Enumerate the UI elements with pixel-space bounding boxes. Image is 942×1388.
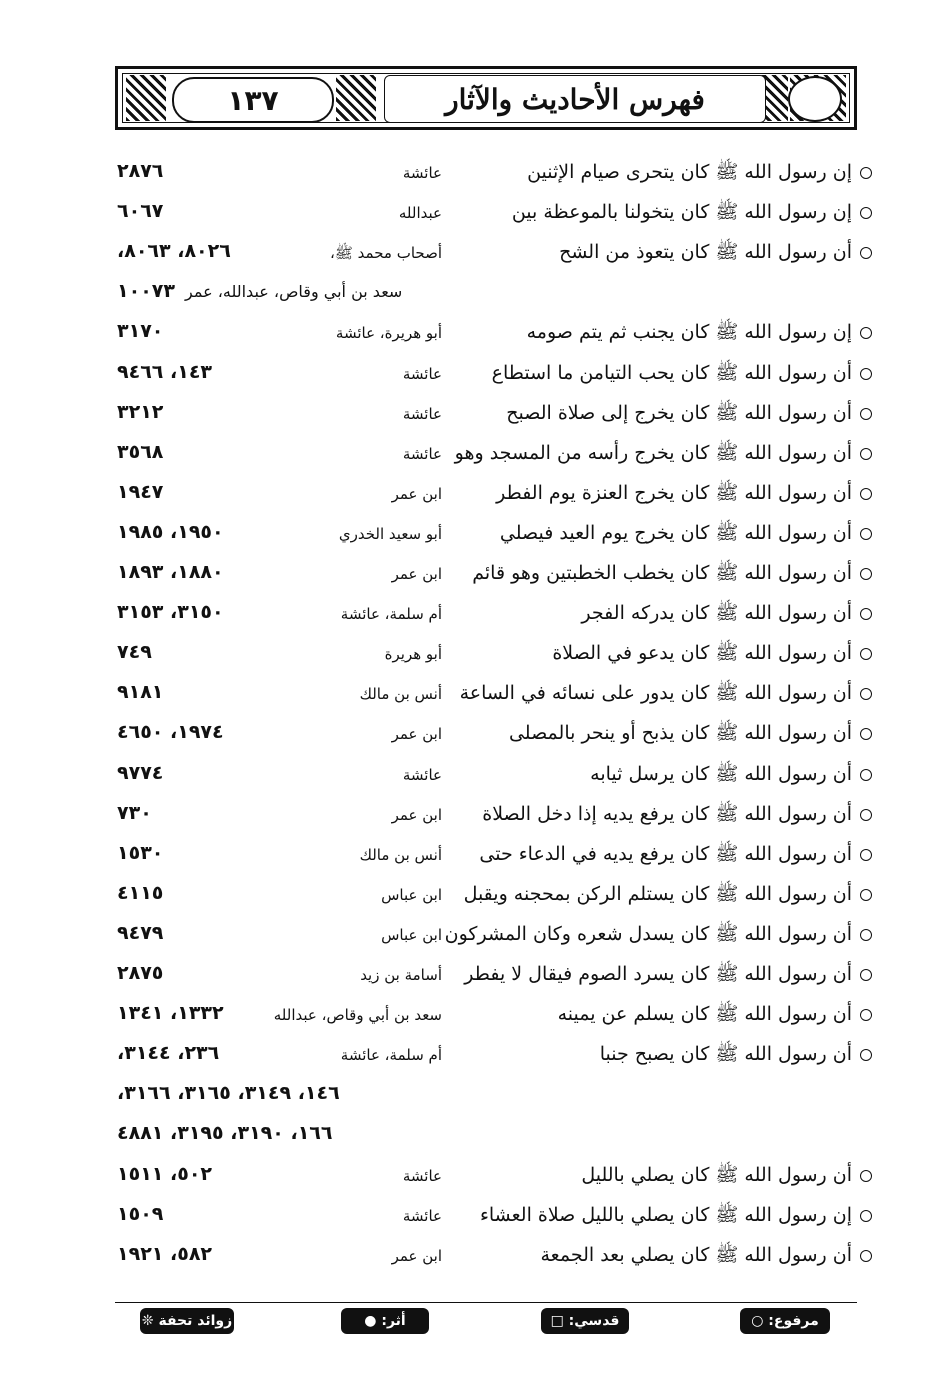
page-number: ١٣٧ — [172, 77, 334, 123]
legend-qudsi: قدسي: □ — [541, 1308, 629, 1334]
hadith-text-label: أن رسول الله ﷺ كان يخرج العنزة يوم الفطر — [496, 481, 852, 504]
hadith-numbers: ٥٠٢، ١٥١١ — [117, 1162, 213, 1185]
narrator: أم سلمة، عائشة — [340, 1046, 442, 1065]
hadith-numbers: ٨٠٢٦، ٨٠٦٣، — [117, 240, 231, 263]
hadith-text — [600, 1042, 872, 1070]
hadith-text — [472, 561, 872, 589]
hadith-numbers: ٤١١٥ — [117, 881, 164, 904]
narrator: ابن عمر — [391, 484, 442, 503]
hadith-text — [445, 922, 872, 950]
hadith-text-label: أن رسول الله ﷺ كان يستلم الركن بمحجنه ويقبل — [463, 882, 852, 905]
hadith-numbers: ٥٨٢، ١٩٢١ — [117, 1242, 213, 1265]
marfu-bullet-icon — [860, 488, 872, 500]
index-row — [0, 601, 942, 641]
index-row — [0, 802, 942, 842]
hadith-text-label: أن رسول الله ﷺ كان يدور على نسائه في الساعة — [459, 682, 852, 705]
hadith-text-label: أن رسول الله ﷺ كان يحب التيامن ما استطاع — [491, 361, 852, 384]
hadith-text — [500, 521, 872, 549]
legend-athar: أثر: ● — [341, 1308, 429, 1334]
narrator: ابن عباس — [381, 925, 442, 944]
hadith-text — [541, 1243, 873, 1271]
hadith-text — [482, 802, 872, 830]
narrator: أنس بن مالك — [359, 845, 442, 864]
index-row — [0, 641, 942, 681]
index-row — [0, 200, 942, 240]
narrator: عائشة — [402, 1206, 442, 1225]
hadith-text — [509, 721, 872, 749]
hadith-numbers: ١٠٠٧٣ — [117, 280, 175, 303]
index-row — [0, 842, 942, 882]
index-row — [0, 481, 942, 521]
hadith-text-label: أن رسول الله ﷺ كان يسرد الصوم فيقال لا يفطر — [464, 963, 852, 985]
hadith-numbers: ٣٥٦٨ — [117, 440, 164, 463]
hadith-numbers: ١٣٣٢، ١٣٤١ — [117, 1002, 224, 1025]
hadith-text — [581, 1163, 872, 1191]
hadith-text-label: أن رسول الله ﷺ كان يتعوذ من الشح — [559, 241, 852, 264]
marfu-bullet-icon — [860, 1049, 872, 1061]
narrator: أبو سعيد الخدري — [338, 524, 442, 543]
marfu-bullet-icon — [860, 849, 872, 861]
index-row — [0, 1203, 942, 1243]
page-title: فهرس الأحاديث والآثار — [384, 75, 766, 123]
hadith-numbers: ٢٨٧٦ — [117, 160, 164, 182]
index-row — [0, 441, 942, 481]
hadith-text-label: أن رسول الله ﷺ كان يرفع يديه إذا دخل الصلاة — [482, 802, 852, 825]
narrator: سعد بن أبي وقاص، عبدالله — [273, 1006, 442, 1025]
marfu-bullet-icon — [860, 408, 872, 420]
marfu-bullet-icon — [860, 1009, 872, 1021]
hadith-text — [460, 681, 872, 709]
index-row — [0, 721, 942, 761]
marfu-bullet-icon — [860, 368, 872, 380]
index-row — [0, 1163, 942, 1203]
narrator: عائشة — [402, 164, 442, 182]
hadith-text — [496, 481, 872, 509]
index-row — [0, 962, 942, 1002]
hadith-numbers: ٧٤٩ — [117, 641, 152, 664]
marfu-bullet-icon — [860, 889, 872, 901]
marfu-bullet-icon — [860, 1210, 872, 1222]
hadith-numbers: ١٥٣٠ — [117, 841, 164, 864]
narrator: أصحاب محمد ﷺ، — [329, 244, 442, 263]
hadith-text-label: أن رسول الله ﷺ كان يخرج يوم العيد فيصلي — [499, 521, 852, 544]
hadith-text-label: أن رسول الله ﷺ كان يخطب الخطبتين وهو قائم — [472, 562, 852, 584]
continuation-line — [117, 1082, 350, 1104]
continuation-line — [117, 1122, 343, 1144]
index-row — [0, 320, 942, 360]
marfu-bullet-icon — [860, 969, 872, 981]
hadith-text-label: أن رسول الله ﷺ كان يصلي بعد الجمعة — [540, 1243, 852, 1266]
hadith-text — [552, 641, 872, 669]
hadith-text — [559, 240, 872, 268]
continuation-line — [117, 280, 402, 302]
index-row — [0, 160, 942, 200]
marfu-bullet-icon — [860, 929, 872, 941]
hadith-numbers: ١٨٨٠، ١٨٩٣ — [117, 561, 224, 583]
hadith-numbers: ١٤٦، ٣١٤٩، ٣١٦٥، ٣١٦٦، — [117, 1082, 340, 1105]
hadith-text-label: أن رسول الله ﷺ كان يذبح أو ينحر بالمصلى — [508, 722, 852, 745]
index-continuation-row — [0, 1122, 942, 1162]
index-row — [0, 361, 942, 401]
narrator: سعد بن أبي وقاص، عبدالله، عمر — [184, 282, 403, 302]
hadith-text — [558, 1002, 872, 1030]
hadith-text — [479, 842, 872, 870]
footer-divider — [115, 1302, 857, 1303]
narrator: أم سلمة، عائشة — [340, 605, 442, 624]
index-row — [0, 401, 942, 441]
hadith-text — [506, 401, 872, 429]
marfu-bullet-icon — [860, 1250, 872, 1262]
narrator: عبدالله — [398, 204, 442, 223]
hadith-text — [527, 160, 872, 188]
narrator: أبو هريرة — [384, 645, 442, 664]
hadith-text-label: أن رسول الله ﷺ كان يدركه الفجر — [581, 602, 852, 625]
legend-zawaid: زوائد تحفة ❊ — [140, 1308, 234, 1334]
hadith-text — [581, 601, 872, 629]
index-row — [0, 882, 942, 922]
hadith-text-label: أن رسول الله ﷺ كان يصلي بالليل — [581, 1163, 852, 1186]
hadith-text-label: إن رسول الله ﷺ كان يتخولنا بالموعظة بين — [511, 201, 852, 224]
narrator: عائشة — [402, 765, 442, 784]
narrator: عائشة — [402, 444, 442, 463]
narrator: أنس بن مالك — [359, 685, 442, 704]
hadith-text — [512, 200, 872, 228]
hadith-text — [455, 441, 872, 469]
hadith-text-label: أن رسول الله ﷺ كان يسدل شعره وكان المشركون — [444, 922, 852, 945]
narrator: أسامة بن زيد — [360, 966, 442, 984]
hadith-text-label: إن رسول الله ﷺ كان يصلي بالليل صلاة العشاء — [479, 1203, 852, 1226]
hadith-numbers: ٣٢١٢ — [117, 400, 164, 423]
marfu-bullet-icon — [860, 167, 872, 179]
narrator: ابن عمر — [391, 725, 442, 744]
hadith-text — [464, 962, 872, 990]
narrator: عائشة — [402, 1166, 442, 1185]
marfu-bullet-icon — [860, 608, 872, 620]
page-header — [115, 66, 857, 130]
index-row — [0, 762, 942, 802]
index-continuation-row — [0, 1082, 942, 1122]
narrator: ابن عمر — [391, 1246, 442, 1265]
hadith-text — [492, 361, 872, 389]
index-row — [0, 922, 942, 962]
index-row — [0, 521, 942, 561]
hadith-numbers: ١٥٠٩ — [117, 1202, 164, 1225]
marfu-bullet-icon — [860, 568, 872, 580]
hadith-text — [480, 1203, 872, 1231]
index-row — [0, 1243, 942, 1283]
hadith-numbers: ١٩٤٧ — [117, 480, 164, 503]
narrator: أبو هريرة، عائشة — [335, 324, 442, 343]
hadith-numbers: ١٩٧٤، ٤٦٥٠ — [117, 721, 224, 744]
marfu-bullet-icon — [860, 247, 872, 259]
book-logo — [788, 76, 842, 122]
legend-marfu: مرفوع: ○ — [740, 1308, 830, 1334]
marfu-bullet-icon — [860, 688, 872, 700]
narrator: ابن عباس — [381, 885, 442, 904]
hadith-text-label: إن رسول الله ﷺ كان يتحرى صيام الإثنين — [527, 161, 852, 183]
hadith-numbers: ٩٤٧٩ — [117, 921, 164, 944]
marfu-bullet-icon — [860, 1170, 872, 1182]
hadith-numbers: ٣١٧٠ — [117, 320, 164, 343]
marfu-bullet-icon — [860, 648, 872, 660]
hadith-numbers: ١٩٥٠، ١٩٨٥ — [117, 520, 224, 543]
hadith-text-label: إن رسول الله ﷺ كان يجنب ثم يتم صومه — [526, 321, 852, 344]
narrator: ابن عمر — [391, 565, 442, 583]
marfu-bullet-icon — [860, 728, 872, 740]
hadith-numbers: ٧٣٠ — [117, 801, 152, 824]
hadith-numbers: ٦٠٦٧ — [117, 200, 164, 223]
hadith-text — [464, 882, 872, 910]
hadith-text-label: أن رسول الله ﷺ كان يخرج رأسه من المسجد وهو — [454, 441, 852, 464]
index-row — [0, 240, 942, 280]
hadith-text — [590, 762, 872, 790]
narrator: ابن عمر — [391, 805, 442, 824]
marfu-bullet-icon — [860, 448, 872, 460]
marfu-bullet-icon — [860, 327, 872, 339]
index-row — [0, 561, 942, 601]
hadith-numbers: ٩١٨١ — [117, 681, 164, 704]
ornament-pattern — [126, 75, 166, 121]
hadith-numbers: ١٤٣، ٩٤٦٦ — [117, 360, 213, 383]
marfu-bullet-icon — [860, 809, 872, 821]
index-row — [0, 1042, 942, 1082]
hadith-numbers: ٩٧٧٤ — [117, 761, 164, 784]
hadith-text-label: أن رسول الله ﷺ كان يصبح جنبا — [599, 1043, 852, 1066]
hadith-text-label: أن رسول الله ﷺ كان يدعو في الصلاة — [552, 642, 852, 665]
hadith-text-label: أن رسول الله ﷺ كان يخرج إلى صلاة الصبح — [506, 401, 852, 424]
hadith-numbers: ١٦٦، ٣١٩٠، ٣١٩٥، ٤٨٨١ — [117, 1122, 333, 1145]
hadith-numbers: ٣١٥٠، ٣١٥٣ — [117, 601, 224, 624]
ornament-pattern — [336, 75, 376, 121]
narrator: عائشة — [402, 404, 442, 423]
marfu-bullet-icon — [860, 769, 872, 781]
marfu-bullet-icon — [860, 528, 872, 540]
hadith-text-label: أن رسول الله ﷺ كان يرفع يديه في الدعاء حتى — [479, 842, 852, 865]
narrator: عائشة — [402, 364, 442, 383]
marfu-bullet-icon — [860, 207, 872, 219]
hadith-text-label: أن رسول الله ﷺ كان يرسل ثيابه — [590, 762, 852, 785]
index-continuation-row — [0, 280, 942, 320]
hadith-numbers: ٢٣٦، ٣١٤٤، — [117, 1042, 220, 1065]
hadith-text — [527, 320, 872, 348]
index-row — [0, 1002, 942, 1042]
index-row — [0, 681, 942, 721]
hadith-numbers: ٢٨٧٥ — [117, 962, 164, 984]
hadith-text-label: أن رسول الله ﷺ كان يسلم عن يمينه — [557, 1003, 852, 1026]
